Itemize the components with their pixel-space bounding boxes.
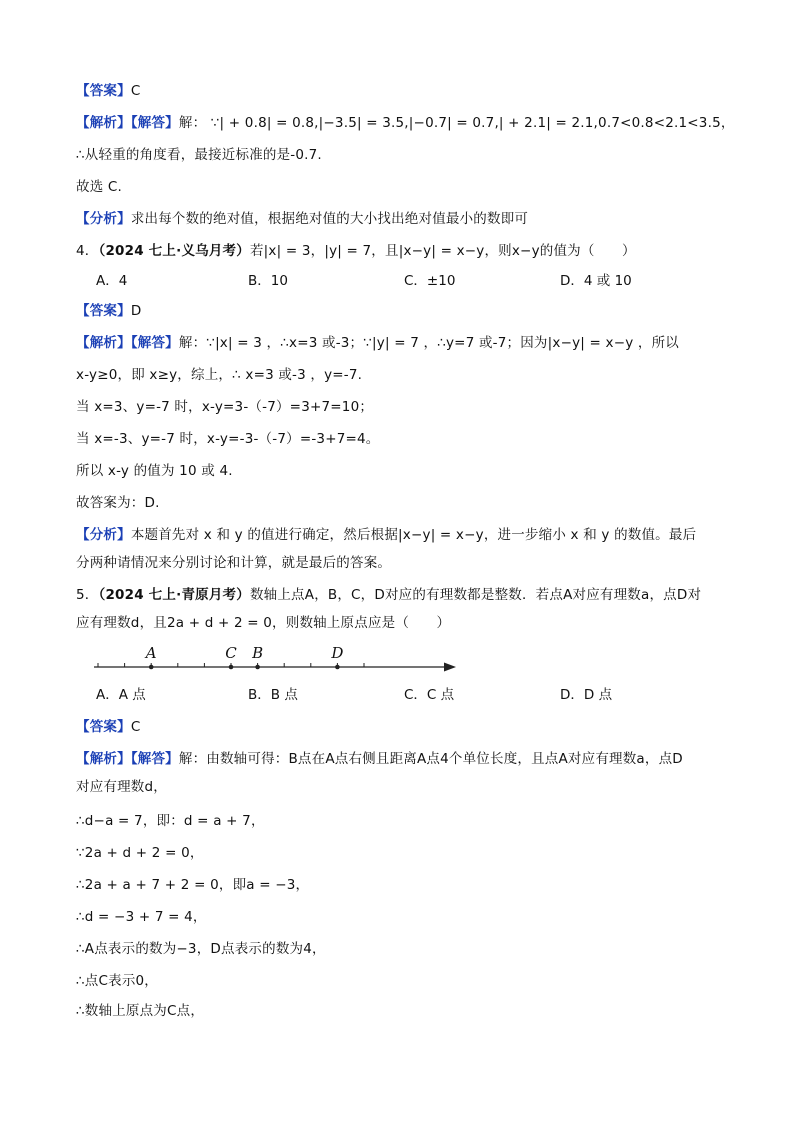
analysis-tag: 【解析】	[76, 335, 131, 351]
solution-text: 解：由数轴可得：B点在A点右侧且距离A点4个单位长度，且点A对应有理数a，点D	[178, 751, 683, 767]
fenxi-text: 求出每个数的绝对值，根据绝对值的大小找出绝对值最小的数即可	[130, 211, 529, 227]
question-stem: 数轴上点A，B，C，D对应的有理数都是整数．若点A对应有理数a，点D对	[249, 587, 702, 603]
number-line-label-a: A	[145, 644, 157, 662]
q4-option-d: D．4 或 10	[560, 273, 632, 289]
question-number: 4．	[76, 243, 99, 259]
q3-solution-line-1	[76, 114, 735, 132]
q5-answer-line	[76, 718, 140, 736]
q4-analysis-line-1	[76, 526, 696, 544]
q4-option-c: C．±10	[404, 273, 456, 289]
solution-tag: 【解答】	[130, 115, 179, 131]
q3-solution-line-3: 故选 C.	[76, 179, 123, 195]
question-number: 5．	[76, 587, 99, 603]
number-line-point-b	[255, 665, 260, 670]
answer-value: C	[130, 719, 141, 735]
question-source: （2024 七上·青原月考）	[98, 587, 250, 603]
number-line-point-d	[335, 665, 340, 670]
q4-stem	[76, 242, 636, 260]
question-stem: 若|x| = 3，|y| = 7，且|x−y| = x−y，则x−y的值为（ ）	[249, 243, 636, 259]
q4-solution-line-2: x-y≥0，即 x≥y，综上，∴ x=3 或-3 ，y=-7.	[76, 367, 363, 383]
q5-option-c: C．C 点	[404, 687, 455, 703]
number-line-label-b: B	[252, 644, 264, 662]
solution-text: 解：∵|x| = 3 ，∴x=3 或-3；∵|y| = 7 ，∴y=7 或-7；因为|x−y| = x−y ，所以	[178, 335, 679, 351]
q5-stem-line-2: 应有理数d，且2a + d + 2 = 0，则数轴上原点应是（ ）	[76, 615, 451, 631]
analysis-tag: 【解析】	[76, 751, 131, 767]
solution-tag: 【解答】	[130, 335, 179, 351]
q5-solution-line-1	[76, 750, 683, 768]
q4-solution-line-5: 所以 x-y 的值为 10 或 4.	[76, 463, 233, 479]
q5-stem-line-1	[76, 586, 701, 604]
number-line-point-a	[149, 665, 154, 670]
q5-option-a: A．A 点	[96, 687, 146, 703]
q5-solution-line-2: 对应有理数d，	[76, 779, 167, 795]
solution-tag: 【解答】	[130, 751, 179, 767]
number-line-label-d: D	[331, 644, 344, 662]
q3-answer-line	[76, 82, 140, 100]
answer-value: C	[130, 83, 141, 99]
q4-analysis-line-2: 分两种请情况来分别讨论和计算，就是最后的答案。	[76, 555, 392, 571]
q5-solution-line-8: ∴点C表示0，	[76, 973, 159, 989]
q5-solution-line-5: ∴2a + a + 7 + 2 = 0，即a = −3，	[76, 877, 310, 893]
q3-analysis-line	[76, 210, 528, 228]
number-line-diagram	[86, 640, 466, 680]
q4-solution-line-4: 当 x=-3、y=-7 时，x-y=-3-（-7）=-3+7=4。	[76, 431, 380, 447]
answer-tag: 【答案】	[76, 719, 131, 735]
q5-solution-line-4: ∵2a + d + 2 = 0，	[76, 845, 204, 861]
q4-solution-line-1	[76, 334, 679, 352]
number-line-arrow	[444, 663, 456, 672]
number-line-points	[144, 644, 344, 669]
q5-solution-line-7: ∴A点表示的数为−3，D点表示的数为4，	[76, 941, 326, 957]
q4-solution-line-6: 故答案为：D.	[76, 495, 160, 511]
q4-answer-line	[76, 302, 141, 320]
solution-text: 解： ∵| + 0.8| = 0.8,|−3.5| = 3.5,|−0.7| = 0.7,| + 2.1| = 2.1,0.7<0.8<2.1<3.5，	[178, 115, 735, 131]
analysis-tag: 【解析】	[76, 115, 131, 131]
q5-option-b: B．B 点	[248, 687, 298, 703]
number-line-label-c: C	[225, 644, 237, 662]
q3-solution-line-2: ∴从轻重的角度看，最接近标准的是-0.7.	[76, 147, 322, 163]
question-source: （2024 七上·义乌月考）	[98, 243, 250, 259]
q5-solution-line-3: ∴d−a = 7，即：d = a + 7，	[76, 813, 265, 829]
answer-value: D	[130, 303, 142, 319]
fenxi-tag: 【分析】	[76, 211, 131, 227]
fenxi-text: 本题首先对 x 和 y 的值进行确定，然后根据|x−y| = x−y，进一步缩小 x 和 y 的数值。最后	[130, 527, 697, 543]
q4-solution-line-3: 当 x=3、y=-7 时，x-y=3-（-7）=3+7=10；	[76, 399, 374, 415]
q4-option-a: A．4	[96, 273, 128, 289]
fenxi-tag: 【分析】	[76, 527, 131, 543]
q5-option-d: D．D 点	[560, 687, 613, 703]
q4-option-b: B．10	[248, 273, 288, 289]
answer-tag: 【答案】	[76, 83, 131, 99]
number-line-point-c	[229, 665, 234, 670]
q5-solution-line-9: ∴数轴上原点为C点，	[76, 1003, 205, 1019]
answer-tag: 【答案】	[76, 303, 131, 319]
q5-solution-line-6: ∴d = −3 + 7 = 4，	[76, 909, 207, 925]
